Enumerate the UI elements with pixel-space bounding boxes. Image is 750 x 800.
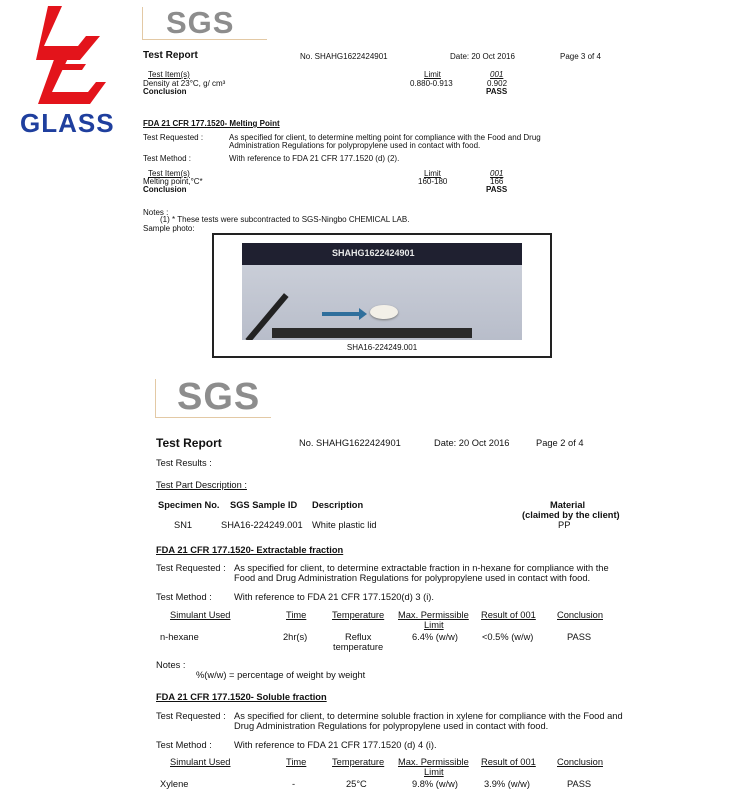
plastic-lid-image — [370, 305, 398, 319]
col-simulant: Simulant Used — [170, 610, 231, 620]
col-max-permissible: Max. Permissible — [398, 610, 469, 620]
xylene-time: - — [292, 779, 296, 789]
test-requested-label: Test Requested : — [143, 133, 204, 142]
col-result: Result of 001 — [481, 610, 536, 620]
col-conclusion: Conclusion — [557, 610, 603, 620]
material-value: PP — [558, 520, 571, 530]
test-requested-text: As specified for client, to determine melting point for compliance with the Food and Drug — [229, 133, 541, 142]
ruler-image — [272, 328, 472, 338]
n-hexane-conclusion: PASS — [567, 632, 592, 642]
photo-caption: SHA16-224249.001 — [346, 343, 418, 352]
soluble-requested-text: As specified for client, to determine soluble fraction in xylene for compliance with the Food and — [234, 711, 623, 721]
sample-id-value: SHA16-224249.001 — [221, 520, 303, 530]
col-limit-2: Limit — [424, 169, 441, 178]
sample-photo-label: Sample photo: — [143, 224, 195, 233]
col-limit: Limit — [424, 70, 441, 79]
page-number: Page 3 of 4 — [560, 52, 601, 61]
soluble-heading: FDA 21 CFR 177.1520- Soluble fraction — [156, 692, 327, 702]
col-time-2: Time — [286, 757, 307, 767]
col-simulant-2: Simulant Used — [170, 757, 231, 767]
report-number-2: No. SHAHG1622424901 — [299, 438, 401, 448]
col-temperature-2: Temperature — [332, 757, 385, 767]
report-date-2: Date: 20 Oct 2016 — [434, 438, 510, 448]
report-date: Date: 20 Oct 2016 — [450, 52, 515, 61]
test-method-label-2: Test Method : — [156, 592, 212, 602]
col-material-claimed: (claimed by the client) — [522, 510, 620, 520]
report-title: Test Report — [143, 50, 198, 61]
xylene-max: 9.8% (w/w) — [412, 779, 458, 789]
xylene-result: 3.9% (w/w) — [484, 779, 530, 789]
sample-photo — [242, 243, 522, 340]
n-hexane-max: 6.4% (w/w) — [412, 632, 458, 642]
test-requested-text-2: Administration Regulations for polypropylene used in contact with food. — [229, 141, 481, 150]
brand-name: GLASS — [20, 108, 115, 138]
col-time: Time — [286, 610, 307, 620]
col-material: Material — [550, 500, 586, 510]
col-001-2: 001 — [490, 169, 504, 178]
notes-label: Notes : — [143, 208, 169, 217]
conclusion-label-2: Conclusion — [143, 185, 187, 194]
melting-item: Melting point,°C* — [143, 177, 203, 186]
col-result-2: Result of 001 — [481, 757, 536, 767]
page-number-2: Page 2 of 4 — [536, 438, 584, 448]
col-conclusion-2: Conclusion — [557, 757, 603, 767]
extractable-requested-text-2: Food and Drug Administration Regulations for polypropylene used in contact with food. — [234, 573, 591, 583]
photo-sample-label: SHAHG1622424901 — [332, 248, 415, 258]
col-specimen: Specimen No. — [158, 500, 220, 510]
col-description: Description — [312, 500, 364, 510]
report-title-2: Test Report — [156, 436, 222, 450]
n-hexane-simulant: n-hexane — [160, 632, 199, 642]
density-limit: 0.880-0.913 — [410, 79, 453, 88]
density-value: 0.902 — [487, 79, 508, 88]
test-method-label: Test Method : — [143, 154, 192, 163]
arrow-icon — [322, 312, 360, 316]
melting-value: 166 — [490, 177, 504, 186]
n-hexane-result: <0.5% (w/w) — [482, 632, 534, 642]
conclusion-label: Conclusion — [143, 87, 187, 96]
extractable-heading: FDA 21 CFR 177.1520- Extractable fraction — [156, 545, 344, 555]
extractable-requested-text: As specified for client, to determine extractable fraction in n-hexane for compliance with the — [234, 563, 609, 573]
test-results-label: Test Results : — [156, 458, 212, 468]
n-hexane-temp: Reflux — [345, 632, 372, 642]
extractable-method-text: With reference to FDA 21 CFR 177.1520(d) 3 (i). — [234, 592, 434, 602]
col-max-limit-2: Limit — [424, 767, 444, 777]
col-temperature: Temperature — [332, 610, 385, 620]
melting-pass: PASS — [486, 185, 508, 194]
note-ww: %(w/w) = percentage of weight by weight — [196, 670, 366, 680]
description-value: White plastic lid — [312, 520, 377, 530]
test-requested-label-3: Test Requested : — [156, 711, 226, 721]
n-hexane-time: 2hr(s) — [283, 632, 308, 642]
test-part-description: Test Part Description : — [156, 480, 247, 490]
col-test-item-2: Test Item(s) — [148, 169, 190, 178]
col-max-limit: Limit — [424, 620, 444, 630]
n-hexane-temp-2: temperature — [333, 642, 384, 652]
col-001: 001 — [490, 70, 504, 79]
report-number: No. SHAHG1622424901 — [300, 52, 388, 61]
notes-label-2: Notes : — [156, 660, 186, 670]
xylene-temp: 25°C — [346, 779, 367, 789]
sample-photo-frame — [212, 233, 552, 358]
sgs-logo-2: SGS — [177, 376, 261, 418]
melting-heading: FDA 21 CFR 177.1520- Melting Point — [143, 119, 280, 128]
xylene-conclusion: PASS — [567, 779, 592, 789]
test-method-label-3: Test Method : — [156, 740, 212, 750]
xylene-simulant: Xylene — [160, 779, 189, 789]
brand-logo-mark — [18, 4, 106, 104]
soluble-method-text: With reference to FDA 21 CFR 177.1520 (d) 4 (i). — [234, 740, 437, 750]
test-requested-label-2: Test Requested : — [156, 563, 226, 573]
col-test-item: Test Item(s) — [148, 70, 190, 79]
col-sample-id: SGS Sample ID — [230, 500, 298, 510]
density-pass: PASS — [486, 87, 508, 96]
test-method-text: With reference to FDA 21 CFR 177.1520 (d) (2). — [229, 154, 400, 163]
density-item: Density at 23°C, g/ cm³ — [143, 79, 226, 88]
col-max-permissible-2: Max. Permissible — [398, 757, 469, 767]
note-1: (1) * These tests were subcontracted to SGS-Ningbo CHEMICAL LAB. — [160, 215, 410, 224]
melting-limit: 160-180 — [418, 177, 448, 186]
soluble-requested-text-2: Drug Administration Regulations for polypropylene used in contact with food. — [234, 721, 549, 731]
specimen-value: SN1 — [174, 520, 193, 530]
sgs-logo: SGS — [166, 5, 235, 40]
